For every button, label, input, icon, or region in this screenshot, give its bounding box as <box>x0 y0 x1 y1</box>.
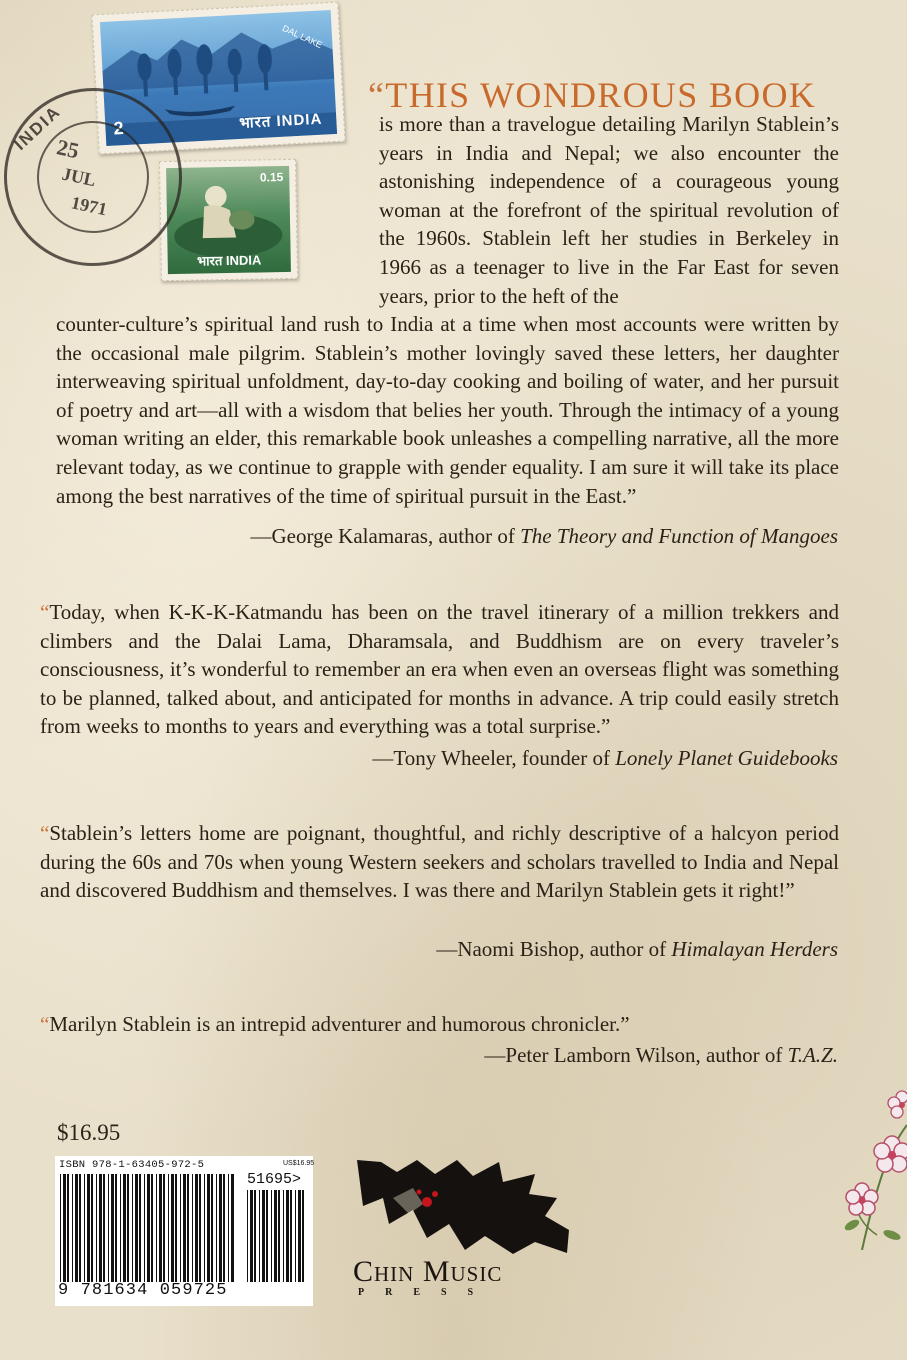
stamp-caption: DAL LAKE <box>281 22 325 51</box>
stamp-tea-image <box>166 166 291 274</box>
barcode-bar <box>266 1190 268 1282</box>
attribution-author: —Naomi Bishop, author of <box>436 937 672 961</box>
barcode-bar <box>228 1174 229 1282</box>
barcode-bar <box>271 1190 272 1282</box>
stamp-country: भारत INDIA <box>238 110 323 132</box>
barcode-bar <box>72 1174 73 1282</box>
attribution-work: T.A.Z. <box>787 1043 838 1067</box>
barcode-bar <box>274 1190 277 1282</box>
stamp-country: भारत INDIA <box>196 252 262 269</box>
attribution-author: —George Kalamaras, author of <box>250 524 521 548</box>
barcode-bar <box>144 1174 145 1282</box>
barcode-bar <box>204 1174 205 1282</box>
barcode-bar <box>247 1190 248 1282</box>
barcode-addon-digits: 51695> <box>247 1171 302 1188</box>
barcode-bar <box>132 1174 133 1282</box>
open-quote-mark: “ <box>40 1012 50 1036</box>
barcode-bar <box>219 1174 222 1282</box>
open-quote-mark: “ <box>40 821 50 845</box>
quote-1-attribution <box>251 524 839 549</box>
barcode-bar <box>216 1174 217 1282</box>
barcode-bar <box>207 1174 210 1282</box>
barcode-bar <box>139 1174 141 1282</box>
open-quote-mark: “ <box>40 600 50 624</box>
barcode-ean-digits: 9 781634 059725 <box>58 1281 228 1300</box>
barcode-bar <box>103 1174 105 1282</box>
attribution-work: The Theory and Function of Mangoes <box>520 524 838 548</box>
isbn-barcode <box>55 1156 313 1306</box>
barcode-bar <box>211 1174 213 1282</box>
barcode-bar <box>168 1174 169 1282</box>
quote-3-body: Stablein’s letters home are poignant, thoughtful, and richly descriptive of a halcyon period during the 60s and 70s when young Western seekers and scholars travelled to India and Nepal and discovered Buddhism and themselves. I was there and Marilyn Stablein gets it right!” <box>40 821 839 903</box>
barcode-bar <box>111 1174 114 1282</box>
barcode-bar <box>79 1174 81 1282</box>
postmark-year: 1971 <box>69 192 109 220</box>
quote-2-text <box>40 598 839 741</box>
barcode-bar <box>183 1174 186 1282</box>
barcode-bar <box>295 1190 296 1282</box>
barcode-bar <box>254 1190 256 1282</box>
quote-4-attribution <box>484 1043 838 1068</box>
barcode-bar <box>199 1174 201 1282</box>
barcode-bar <box>290 1190 292 1282</box>
barcode-bar <box>180 1174 181 1282</box>
barcode-bar <box>159 1174 162 1282</box>
publisher-subtitle: PRESS <box>358 1287 495 1298</box>
price-label: $16.95 <box>57 1120 121 1145</box>
quote-2-attribution <box>372 746 838 771</box>
open-quote-mark: “ <box>368 75 386 115</box>
barcode-bar <box>298 1190 301 1282</box>
isbn-label: ISBN 978-1-63405-972-5 <box>59 1159 205 1171</box>
barcode-bar <box>278 1190 280 1282</box>
quote-4-text <box>40 1010 839 1039</box>
quote-1-text-narrow: is more than a travelogue detailing Marilyn Stablein’s years in India and Nepal; we also encounter the astonishing independence of a courageous young woman at the forefront of the spiritual revolution of the 1960s. Stablein left her studies in Berkeley in 1966 as a teenager to live in the Far East for seven years, prior to the heft of the <box>379 112 839 308</box>
barcode-bars-icon <box>60 1174 235 1282</box>
barcode-bar <box>115 1174 117 1282</box>
barcode-bar <box>259 1190 260 1282</box>
barcode-bar <box>60 1174 61 1282</box>
postmark-country: INDIA <box>10 101 65 154</box>
headline-text: THIS WONDROUS BOOK <box>385 75 817 115</box>
flower-decoration-icon <box>822 1085 907 1250</box>
barcode-bar <box>151 1174 153 1282</box>
postmark-day: 25 <box>54 134 82 164</box>
barcode-bar <box>195 1174 198 1282</box>
barcode-bar <box>96 1174 97 1282</box>
barcode-bar <box>192 1174 193 1282</box>
barcode-bar <box>99 1174 102 1282</box>
barcode-bar <box>171 1174 174 1282</box>
barcode-bar <box>147 1174 150 1282</box>
stamp-value: 2 <box>112 118 125 139</box>
barcode-bar <box>286 1190 289 1282</box>
barcode-bar <box>283 1190 284 1282</box>
barcode-bar <box>120 1174 121 1282</box>
barcode-bar <box>156 1174 157 1282</box>
barcode-addon-bars-icon <box>247 1190 307 1282</box>
barcode-bar <box>231 1174 234 1282</box>
barcode-bar <box>302 1190 304 1282</box>
barcode-bar <box>223 1174 225 1282</box>
barcode-bar <box>175 1174 177 1282</box>
quote-2-body: Today, when K-K-K-Katmandu has been on the travel itinerary of a million trekkers and climbers and the Dalai Lama, Dharamsala, and Buddhism are on every traveler’s consciousness, it’s wonderful to remember an era when even an overseas flight was something to be planned, talked about, and anticipated for months in advance. A trip could easily stretch from weeks to months to years and everything was a total surprise.” <box>40 600 839 739</box>
attribution-author: —Tony Wheeler, founder of <box>372 746 616 770</box>
barcode-bar <box>108 1174 109 1282</box>
barcode-bar <box>75 1174 78 1282</box>
barcode-bar <box>67 1174 69 1282</box>
barcode-bar <box>163 1174 165 1282</box>
barcode-bar <box>135 1174 138 1282</box>
barcode-bar <box>123 1174 126 1282</box>
barcode-bar <box>187 1174 189 1282</box>
attribution-work: Lonely Planet Guidebooks <box>615 746 838 770</box>
publisher-name: Chin Music <box>353 1255 503 1288</box>
barcode-price-code: US$16.95 <box>283 1160 315 1167</box>
barcode-bar <box>127 1174 129 1282</box>
barcode-bar <box>87 1174 90 1282</box>
quote-3-attribution <box>436 937 838 962</box>
barcode-bar <box>262 1190 265 1282</box>
attribution-work: Himalayan Herders <box>671 937 838 961</box>
barcode-bar <box>63 1174 66 1282</box>
quote-1-text-wide: counter-culture’s spiritual land rush to India at a time when most accounts were written by the occasional male pilgrim. Stablein’s mother lovingly saved these letters, her daughter interweaving spiritual unfoldment, day-to-day cooking and boiling of water, and her pursuit of poetry and art—all with a wisdom that belies her youth. Through the intimacy of a young woman writing an elder, this remarkable book unleashes a compelling narrative, all the more relevant today, as we continue to grapple with gender equality. I am sure it will take its place among the best narratives of the time of spiritual pursuit in the East.” <box>56 312 839 508</box>
quote-4-body: Marilyn Stablein is an intrepid adventurer and humorous chronicler.” <box>49 1012 630 1036</box>
barcode-bar <box>250 1190 253 1282</box>
stamp-value: 0.15 <box>259 170 284 185</box>
quote-3-text <box>40 819 839 905</box>
barcode-bar <box>84 1174 85 1282</box>
attribution-author: —Peter Lamborn Wilson, author of <box>484 1043 788 1067</box>
postmark-month: JUL <box>60 163 98 191</box>
barcode-bar <box>91 1174 93 1282</box>
